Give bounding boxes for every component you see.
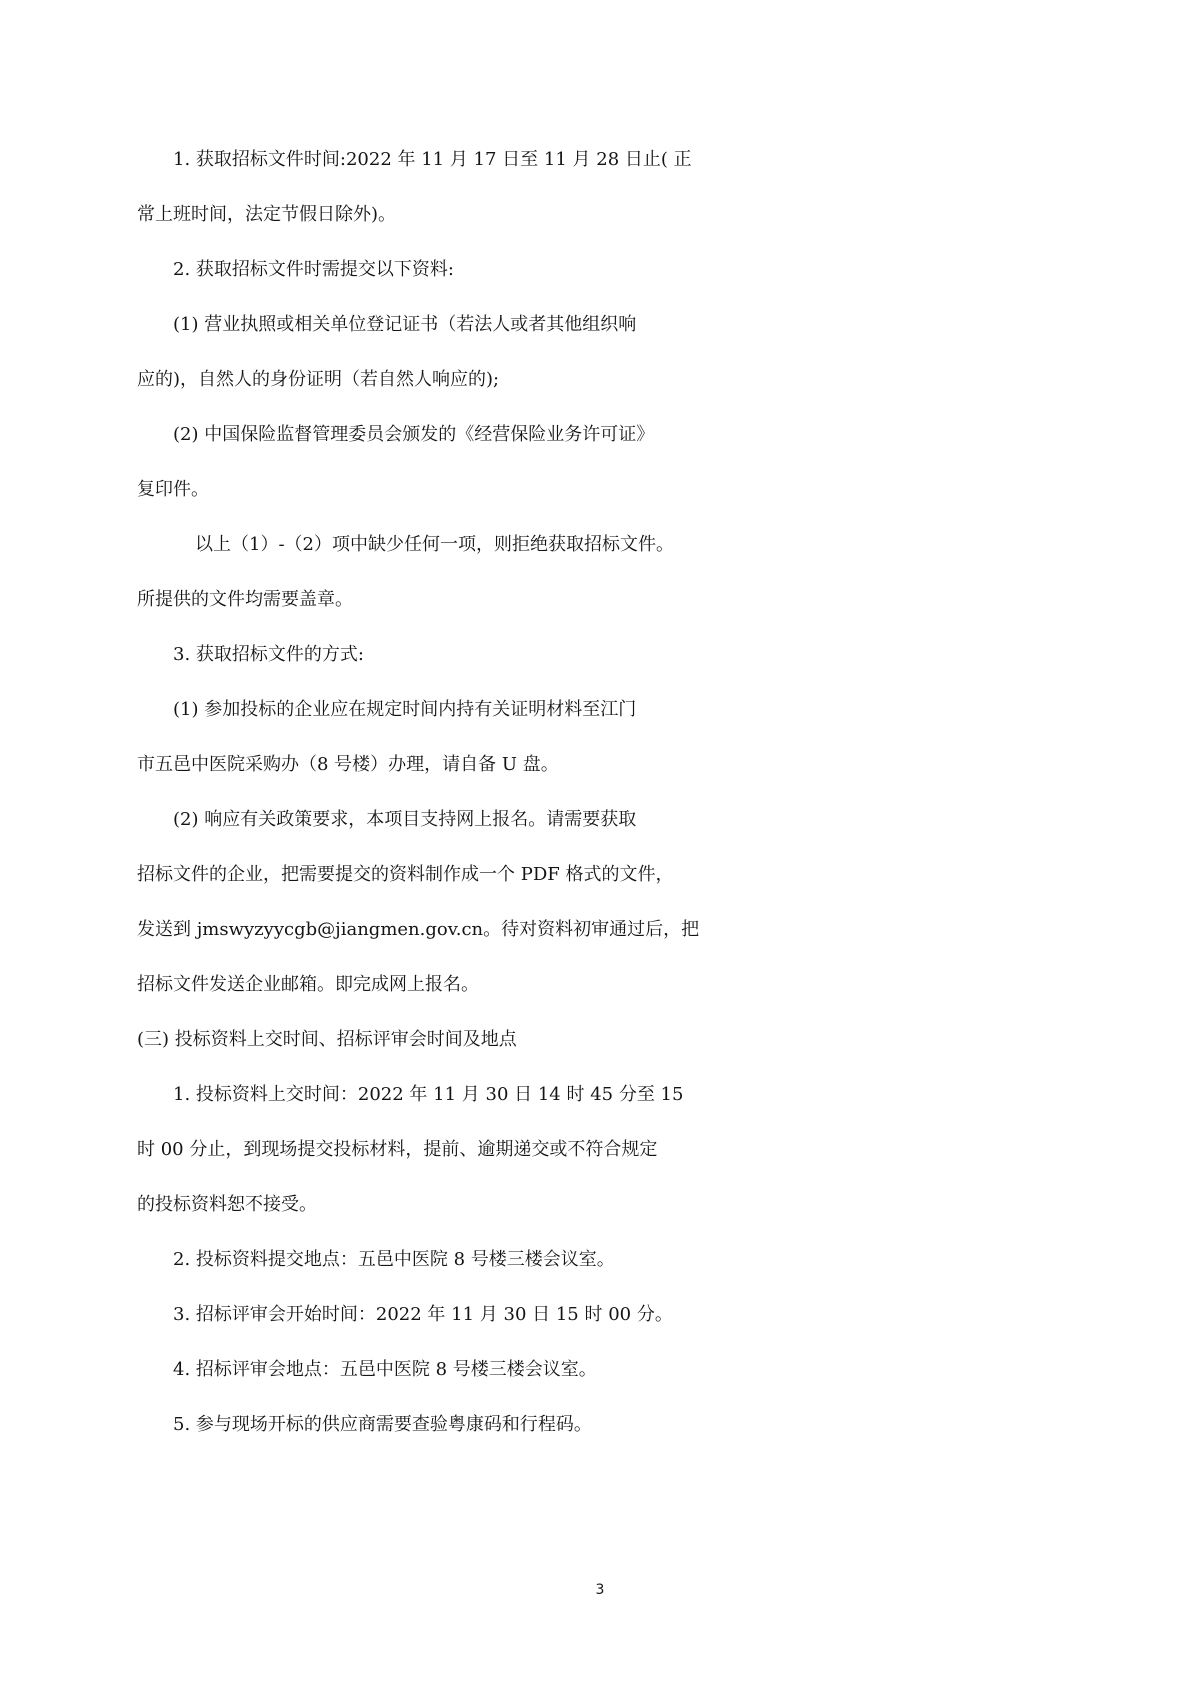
- paragraph-line: (1) 参加投标的企业应在规定时间内持有关证明材料至江门: [173, 699, 637, 720]
- paragraph-line: 常上班时间，法定节假日除外)。: [137, 204, 397, 225]
- paragraph-line: 的投标资料恕不接受。: [137, 1194, 317, 1215]
- paragraph-line: 招标文件发送企业邮箱。即完成网上报名。: [137, 974, 479, 995]
- paragraph-line: 应的)，自然人的身份证明（若自然人响应的);: [137, 369, 500, 390]
- paragraph-line: 2. 投标资料提交地点：五邑中医院 8 号楼三楼会议室。: [173, 1249, 615, 1270]
- paragraph-line: (1) 营业执照或相关单位登记证书（若法人或者其他组织响: [173, 314, 637, 335]
- page-number: 3: [595, 1582, 605, 1598]
- paragraph-line: 所提供的文件均需要盖章。: [137, 589, 353, 610]
- paragraph-line: 时 00 分止，到现场提交投标材料，提前、逾期递交或不符合规定: [137, 1139, 658, 1160]
- paragraph-line: (2) 响应有关政策要求，本项目支持网上报名。请需要获取: [173, 809, 637, 830]
- paragraph-line: 5. 参与现场开标的供应商需要查验粤康码和行程码。: [173, 1414, 592, 1435]
- paragraph-line: 3. 获取招标文件的方式:: [173, 644, 364, 665]
- paragraph-line: (三) 投标资料上交时间、招标评审会时间及地点: [137, 1029, 517, 1050]
- paragraph-line: 以上（1）-（2）项中缺少任何一项，则拒绝获取招标文件。: [195, 534, 674, 555]
- paragraph-line: 市五邑中医院采购办（8 号楼）办理，请自备 U 盘。: [137, 754, 559, 775]
- paragraph-line: 4. 招标评审会地点：五邑中医院 8 号楼三楼会议室。: [173, 1359, 597, 1380]
- paragraph-line: 发送到 jmswyzyycgb@jiangmen.gov.cn。待对资料初审通过后，把: [137, 919, 700, 940]
- paragraph-line: 2. 获取招标文件时需提交以下资料:: [173, 259, 454, 280]
- paragraph-line: 3. 招标评审会开始时间：2022 年 11 月 30 日 15 时 00 分。: [173, 1304, 673, 1325]
- paragraph-line: 招标文件的企业，把需要提交的资料制作成一个 PDF 格式的文件，: [137, 864, 674, 885]
- paragraph-line: 复印件。: [137, 479, 209, 500]
- paragraph-line: 1. 获取招标文件时间:2022 年 11 月 17 日至 11 月 28 日止( 正: [173, 149, 692, 170]
- paragraph-line: (2) 中国保险监督管理委员会颁发的《经营保险业务许可证》: [173, 424, 655, 445]
- paragraph-line: 1. 投标资料上交时间：2022 年 11 月 30 日 14 时 45 分至 15: [173, 1084, 684, 1105]
